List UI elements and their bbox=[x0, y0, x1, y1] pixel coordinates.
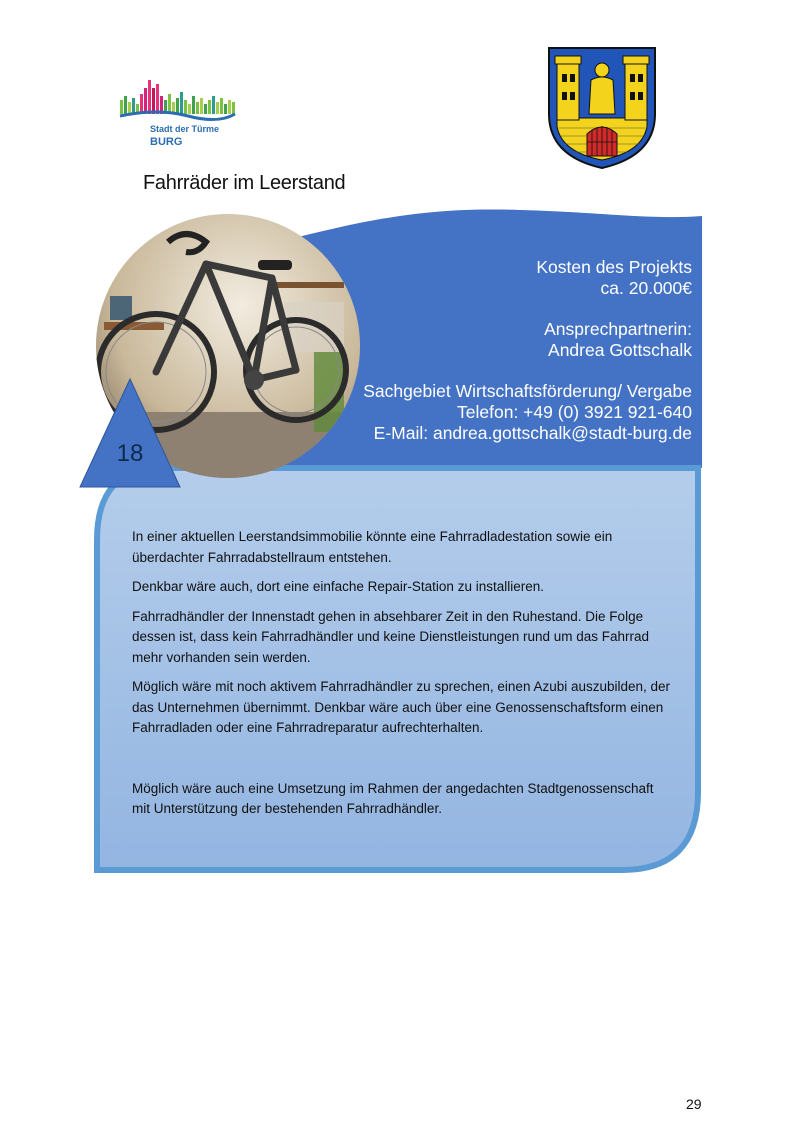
cost-value: ca. 20.000€ bbox=[600, 278, 692, 298]
paragraph: Möglich wäre mit noch aktivem Fahrradhändler zu sprechen, einen Azubi auszubilden, der das Unternehmen übernimmt. Denkbar wäre auch über eine Genossenschaftsform einen Fahrradladen oder eine Fahrradreparatur aufrechterhalten. bbox=[132, 679, 671, 735]
city-skyline-icon bbox=[98, 58, 258, 170]
paragraph: In einer aktuellen Leerstandsimmobilie könnte eine Fahrradladestation sowie ein überdachter Fahrradabstellraum entstehen. bbox=[132, 529, 613, 565]
coat-of-arms-icon bbox=[545, 44, 659, 172]
page-number: 29 bbox=[686, 1096, 702, 1112]
cost-label: Kosten des Projekts bbox=[536, 257, 692, 277]
project-number: 18 bbox=[116, 440, 144, 467]
body-text bbox=[132, 527, 672, 829]
email[interactable]: E-Mail: andrea.gottschalk@stadt-burg.de bbox=[373, 423, 692, 443]
city-logo bbox=[98, 58, 258, 170]
coat-of-arms bbox=[545, 44, 659, 172]
contact-label: Ansprechpartnerin: bbox=[544, 319, 692, 339]
paragraph: Möglich wäre auch eine Umsetzung im Rahmen der angedachten Stadtgenossenschaft mit Unterstützung der bestehenden Fahrradhändler. bbox=[132, 780, 654, 816]
page-title: Fahrräder im Leerstand bbox=[143, 172, 346, 194]
contact-name: Andrea Gottschalk bbox=[548, 340, 692, 360]
phone: Telefon: +49 (0) 3921 921-640 bbox=[457, 402, 692, 422]
paragraph: Fahrradhändler der Innenstadt gehen in absehbarer Zeit in den Ruhestand. Die Folge dessen ist, dass kein Fahrradhändler und keine Dienstleistungen rund um das Fahrrad mehr vorhanden sein werden. bbox=[132, 608, 650, 665]
project-number-badge bbox=[78, 377, 182, 489]
logo-name: BURG bbox=[150, 136, 183, 148]
paragraph: Denkbar wäre auch, dort eine einfache Repair-Station zu installieren. bbox=[132, 579, 544, 594]
logo-tagline: Stadt der Türme bbox=[150, 124, 220, 134]
department: Sachgebiet Wirtschaftsförderung/ Vergabe bbox=[363, 381, 692, 401]
